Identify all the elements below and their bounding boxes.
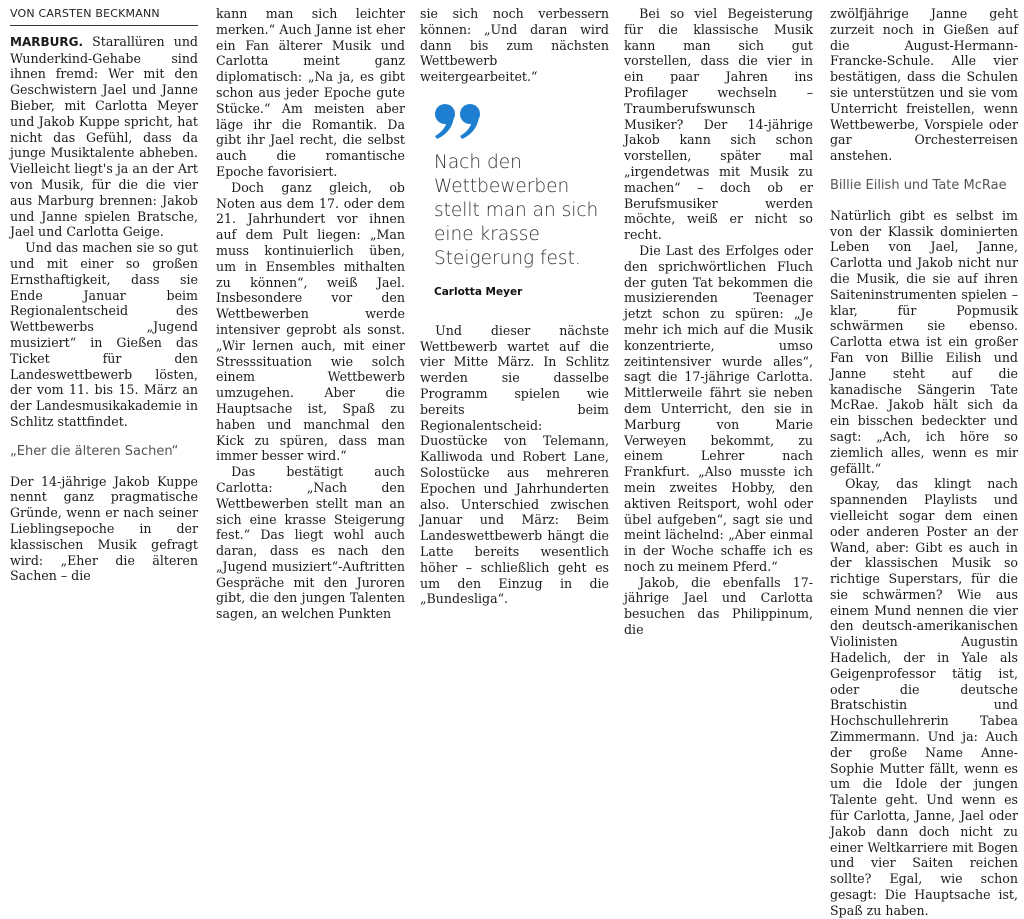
paragraph: Der 14-jährige Jakob Kuppe nennt ganz pragmatische Gründe, wenn er nach seiner Lieblingsepoche in der klassischen Musik gefragt wird: „Eher die älteren Sachen – die — [10, 473, 198, 584]
column-1 — [10, 6, 198, 584]
quote-mark-icon — [434, 97, 609, 141]
paragraph: Okay, das klingt nach spannenden Playlists und vielleicht sogar dem einen oder anderen Poster an der Wand, aber: Gibt es auch in der klassischen Musik so richtige Superstars, für die sie schwärmen? Wie aus einem Mund nennen die vier den deutsch-amerikanischen Violinisten Augustin Hadelich, der in Yale als Geigenprofessor tätig ist, oder die deutsche Bratschistin und Hochschullehrerin Tabea Zimmermann. Und ja: Auch der große Name Anne-Sophie Mutter fällt, wenn es um die Idole der jungen Talente geht. Und wenn es für Carlotta, Janne, Jael oder Jakob dann doch nicht zu einer Weltkarriere mit Bogen und vier Saiten reichen sollte? Egal, wie schon gesagt: Die Hauptsache ist, Spaß zu haben. — [830, 476, 1018, 918]
paragraph: zwölfjährige Janne geht zurzeit noch in Gießen auf die August-Hermann-Francke-Schule. Alle vier bestätigen, dass die Schulen sie unterstützen und sie vom Unterricht freistellen, wenn Wettbewerbe, Vorspiele oder gar Orchesterreisen anstehen. — [830, 6, 1018, 164]
paragraph: Die Last des Erfolges oder den sprichwörtlichen Fluch der guten Tat bekommen die musizierenden Teenager jetzt schon zu spüren: „Je mehr ich mich auf die Musik konzentrierte, umso zeitintensiver wurde alles“, sagt die 17-jährige Carlotta. Mittlerweile fährt sie neben dem Unterricht, den sie in Marburg von Marie Verweyen bekommt, zu einem Lehrer nach Frankfurt. „Also musste ich mein zweites Hobby, den aktiven Reitsport, wohl oder übel aufgeben“, sagt sie und meint lächelnd: „Aber einmal in der Woche schaffe ich es noch zu meinem Pferd.“ — [624, 242, 813, 574]
column-4 — [624, 6, 813, 638]
paragraph: sie sich noch verbessern können: „Und daran wird dann bis zum nächsten Wettbewerb weitergearbeitet.“ — [420, 6, 609, 85]
byline: VON CARSTEN BECKMANN — [10, 6, 198, 26]
column-3 — [420, 6, 609, 607]
pull-quote-text: Nach den Wettbewerben stellt man an sich eine krasse Steigerung fest. — [434, 151, 599, 269]
subheading: Billie Eilish und Tate McRae — [830, 177, 1007, 193]
subheading: „Eher die älteren Sachen“ — [10, 443, 179, 459]
quote-mark-svg — [434, 103, 484, 143]
paragraph-text: Starallüren und Wunderkind-Gehabe sind ihnen fremd: Wer mit den Geschwistern Jael und Janne Bieber, mit Carlotta Meyer und Jakob Kuppe spricht, hat nicht das Gefühl, dass da junge Musiktalente abheben. Vielleicht liegt's ja an der Art von Musik, für die die vier aus Marburg brennen: Jakob und Janne spielen Bratsche, Jael und Carlotta Geige. — [10, 33, 198, 240]
paragraph: kann man sich leichter merken.“ Auch Janne ist eher ein Fan älterer Musik und Carlotta meint ganz diplomatisch: „Na ja, es gibt schon aus jeder Epoche gute Stücke.“ Am meisten aber läge ihr die Romantik. Da gibt ihr Jael recht, die selbst auch die romantische Epoche favorisiert. — [216, 6, 405, 179]
paragraph: Bei so viel Begeisterung für die klassische Musik kann man sich gut vorstellen, dass die vier in ein paar Jahren ins Profilager wechseln – Traumberufswunsch Musiker? Der 14-jährige Jakob kann sich schon vorstellen, später mal „irgendetwas mit Musik zu machen“ – doch ob er Berufsmusiker werden möchte, weiß er nicht so recht. — [624, 6, 813, 243]
column-5 — [830, 6, 1018, 919]
dateline: MARBURG. — [10, 34, 84, 49]
paragraph: Das bestätigt auch Carlotta: „Nach den Wettbewerben stellt man an sich eine krasse Steigerung fest.“ Das liegt wohl auch daran, dass es nach den „Jugend musiziert“-Auftritten Gespräche mit den Juroren gibt, die den jungen Talenten sagen, an welchen Punkten — [216, 464, 405, 622]
paragraph: Doch ganz gleich, ob Noten aus dem 17. oder dem 21. Jahrhundert vor ihnen auf dem Pult liegen: „Man muss kontinuierlich üben, um in Ensembles mithalten zu können“, weiß Jael. Insbesondere vor den Wettbewerben werde intensiver geprobt als sonst. „Wir lernen auch, mit einer Stresssituation wie solch einem Wettbewerb umzugehen. Aber die Hauptsache ist, Spaß zu haben und manchmal den Kick zu spüren, dass man immer besser wird.“ — [216, 179, 405, 464]
paragraph: Und dieser nächste Wettbewerb wartet auf die vier Mitte März. In Schlitz werden sie dasselbe Programm spielen wie bereits beim Regionalentscheid: Duostücke von Telemann, Kalliwoda und Robert Lane, Solostücke aus mehreren Epochen und Jahrhunderten also. Unterschied zwischen Januar und März: Beim Landeswettbewerb hängt die Latte bereits wesentlich höher – schließlich geht es um den Einzug in die „Bundesliga“. — [420, 322, 609, 607]
paragraph: Und das machen sie so gut und mit einer so großen Ernsthaftigkeit, dass sie Ende Januar beim Regionalentscheid des Wettbewerbs „Jugend musiziert“ in Gießen das Ticket für den Landeswettbewerb lösten, der vom 11. bis 15. März an der Landesmusikakademie in Schlitz stattfindet. — [10, 240, 198, 429]
paragraph: Jakob, die ebenfalls 17-jährige Jael und Carlotta besuchen das Philippinum, die — [624, 574, 813, 638]
paragraph: Natürlich gibt es selbst im von der Klassik dominierten Leben von Jael, Janne, Carlotta und Jakob nicht nur die Musik, die sie auf ihren Saiteninstrumenten spielen – klar, für Popmusik schwärmen sie ebenso. Carlotta etwa ist ein großer Fan von Billie Eilish und Janne steht auf die kanadische Sängerin Tate McRae. Jakob hält sich da ein bisschen bedeckter und sagt: „Ach, ich höre so ziemlich alles, wenn es mir gefällt.“ — [830, 207, 1018, 476]
paragraph — [10, 34, 198, 240]
pull-quote-author: Carlotta Meyer — [434, 285, 523, 298]
column-2 — [216, 6, 405, 622]
